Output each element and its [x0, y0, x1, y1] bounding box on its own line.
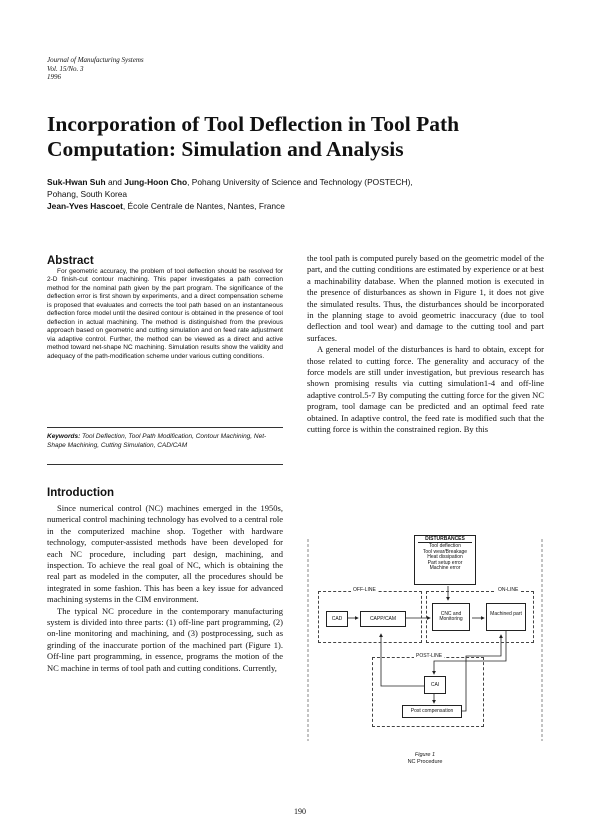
journal-volume: Vol. 15/No. 3 — [47, 64, 84, 73]
introduction-heading: Introduction — [47, 487, 115, 499]
introduction-paragraph-1: Since numerical control (NC) machines emerged in the 1950s, numerical control machining technology has evolved to a central role in the computerized machine shop. Together with hardware technology, computer-assisted methods have been developed for each NC procedure, including part design, machining, and inspection. To achieve the real goal of NC, which is obtaining the real part as modeled in the computer, all the procedures should be integrated in some fashion. This has been a key issue for advanced machining systems in the CIM environment. — [47, 503, 283, 605]
author-hascoet: Jean-Yves Hascoet — [47, 201, 123, 211]
introduction-paragraph-2: The typical NC procedure in the contemporary manufacturing system is divided into three parts: (1) off-line part programming, (2) on-line monitoring and machining, and (3) postprocessing, such as grinding of the inaccurate portion of the machined part (Figure 1). Off-line part programming, in essence, programs the motion of the NC machine in terms of tool path and cutting conditions. Currently, — [47, 605, 283, 673]
cnc-monitoring-box — [432, 603, 470, 631]
journal-year: 1996 — [47, 73, 61, 81]
abstract-heading: Abstract — [47, 255, 94, 267]
abstract-text: For geometric accuracy, the problem of tool deflection should be resolved for 2-D finish-cut contour machining. This paper investigates a path correction method for the nominal path given by the part program. The significance of the deflection error is first shown by experiments, and a direct compensation scheme is proposed that evaluates and corrects the tool path based on an instantaneous deflection force model until the desired contour is obtained in the presence of tool deflection in actual machining. The method is distinguished from the previous approach based on geometric and cutting simulation and on feed rate adjustment via adaptive control. Further, the method can be viewed as a direct and active method toward net-shape NC machining. Simulation results show the validity and adequacy of the path-modification scheme under various cutting conditions. — [47, 268, 283, 360]
affiliation-location: Pohang, South Korea — [47, 189, 128, 199]
right-column-text — [307, 253, 544, 436]
post-compensation-label: Post compensation — [410, 708, 454, 714]
cnc-monitoring-label: CNC and Monitoring — [439, 611, 463, 623]
journal-info — [47, 56, 144, 82]
authors-block — [47, 176, 557, 212]
disturbance-item-3: Heat dissipation — [427, 554, 463, 561]
title-line-1: Incorporation of Tool Deflection in Tool Path — [47, 112, 460, 136]
right-paragraph-1: the tool path is computed purely based on the geometric model of the part, and the cutting conditions are estimated by experience or at best a machinability database. When the planned motion is executed in the presence of disturbances as shown in Figure 1, it does not give the simulated results. Thus, the disturbances should be incorporated in the planning stage to avoid geometric inaccuracy (due to tool deflection and tool wear) and damage to the cutting tool and part surfaces. — [307, 253, 544, 343]
disturbances-title: DISTURBANCES — [418, 537, 472, 543]
author-cho: Jung-Hoon Cho — [124, 177, 188, 187]
author-and: and — [105, 177, 125, 187]
cad-label: CAD — [331, 616, 343, 622]
right-paragraph-2: A general model of the disturbances is hard to obtain, except for those related to cutting force. The generality and accuracy of the force models are still under investigation, but previous research has shown promising results via cutting simulation1-4 and off-line adaptive control.5-7 By computing the cutting force for the given NC program, tool damage can be predicted and an optimal feed rate obtained. In adaptive control, the feed rate is modified such that the cutting force is within the constrained region. By this — [307, 344, 544, 435]
page-number: 190 — [294, 807, 306, 816]
author-suh: Suk-Hwan Suh — [47, 177, 106, 187]
figure-caption — [306, 752, 544, 766]
keywords-label: Keywords: — [47, 433, 81, 440]
online-label: ON-LINE — [498, 587, 519, 593]
keywords-divider — [47, 464, 283, 465]
disturbance-item-1: Tool deflection — [429, 543, 461, 550]
cai-box — [424, 676, 446, 694]
keywords-text: Tool Deflection, Tool Path Modification, Contour Machining, Net-Shape Machining, Cutting Simulation, CAD/CAM — [47, 433, 267, 449]
post-compensation-box — [402, 705, 462, 718]
offline-label: OFF-LINE — [353, 587, 376, 593]
disturbance-item-4: Part setup error — [427, 559, 463, 566]
title-line-2: Computation: Simulation and Analysis — [47, 137, 404, 161]
capp-cam-box — [360, 611, 406, 627]
keywords-block — [47, 433, 283, 450]
cad-box — [326, 611, 348, 627]
cai-label: CAI — [430, 682, 440, 688]
figure-1 — [306, 531, 544, 765]
disturbance-item-5: Machine error — [429, 565, 461, 572]
abstract-section — [47, 254, 283, 361]
abstract-divider — [47, 427, 283, 428]
figure-caption-title: Figure 1 — [414, 752, 436, 758]
affiliation-postech: , Pohang University of Science and Technology (POSTECH), — [187, 177, 413, 187]
affiliation-nantes: , École Centrale de Nantes, Nantes, France — [122, 201, 285, 211]
disturbance-item-2: Tool wear/Breakage — [422, 548, 468, 555]
journal-name: Journal of Manufacturing Systems — [47, 56, 144, 64]
postline-label: POST-LINE — [416, 653, 443, 659]
paper-title — [47, 112, 557, 162]
introduction-section — [47, 486, 283, 674]
machined-part-box — [486, 603, 526, 631]
disturbances-box — [414, 535, 476, 585]
figure-caption-text: NC Procedure — [407, 759, 443, 765]
capp-cam-label: CAPP/CAM — [369, 616, 397, 622]
machined-part-label: Machined part — [490, 611, 522, 617]
